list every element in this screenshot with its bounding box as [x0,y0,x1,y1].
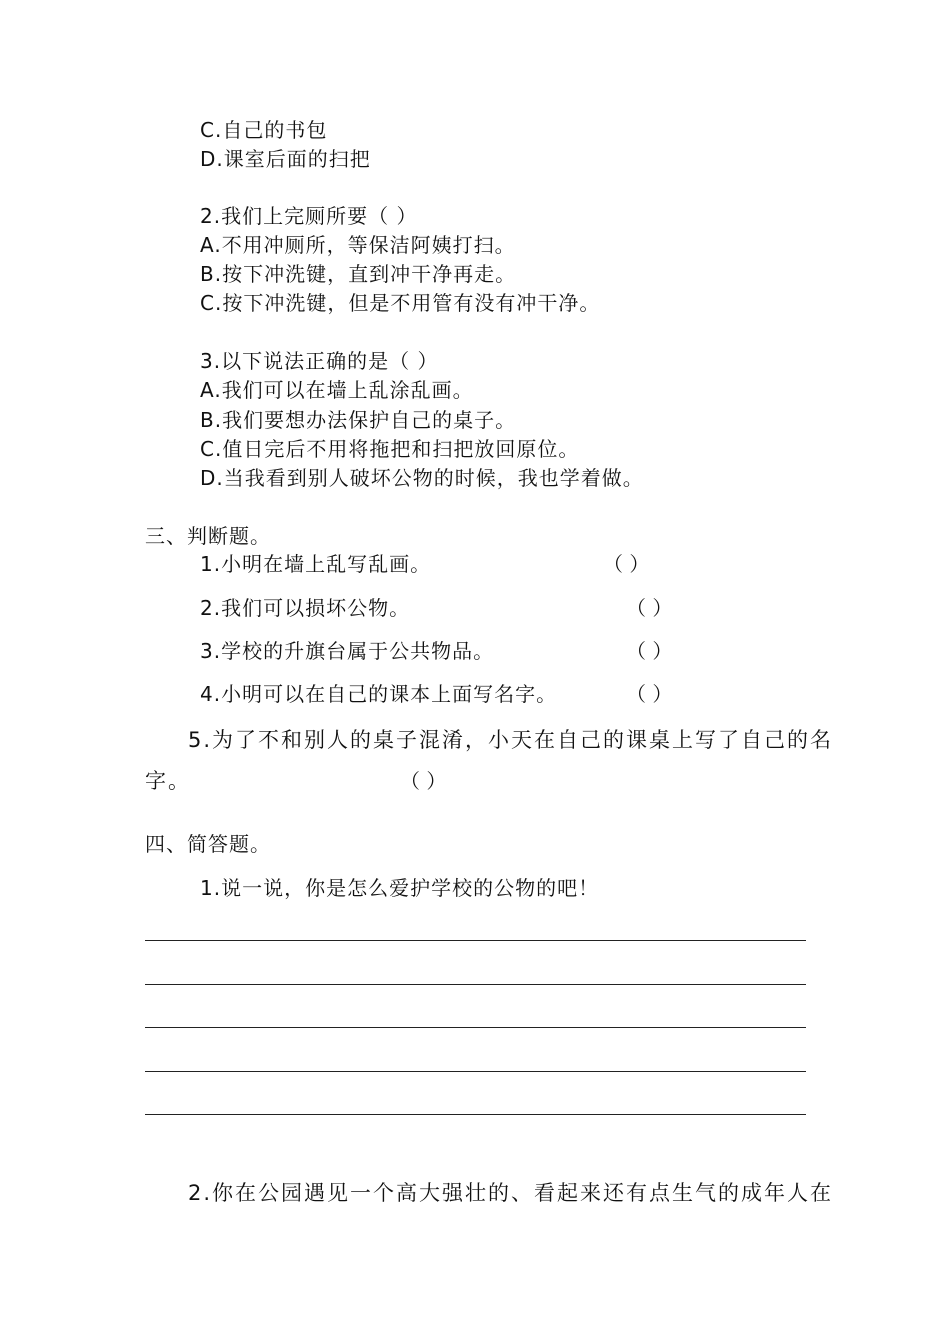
q2-option-b: B.按下冲洗键，直到冲干净再走。 [200,262,517,286]
tf-item-2-answer-blank[interactable]: （ ） [626,596,673,620]
answer-line-4[interactable] [145,1071,806,1072]
sa-question-1: 1.说一说，你是怎么爱护学校的公物的吧！ [200,876,600,900]
q1-option-c: C.自己的书包 [200,118,328,142]
section-3-title: 三、判断题。 [145,524,271,548]
tf-item-2-text: 2.我们可以损坏公物。 [200,596,411,620]
answer-line-1[interactable] [145,940,806,941]
q2-option-c: C.按下冲洗键，但是不用管有没有冲干净。 [200,291,601,315]
tf-item-5-text-line1: 5.为了不和别人的桌子混淆，小天在自己的课桌上写了自己的名 [188,728,834,752]
q2-stem: 2.我们上完厕所要（ ） [200,204,418,228]
answer-line-5[interactable] [145,1114,806,1115]
tf-item-1-answer-blank[interactable]: （ ） [603,552,650,576]
q3-option-d: D.当我看到别人破坏公物的时候，我也学着做。 [200,466,644,490]
q3-option-b: B.我们要想办法保护自己的桌子。 [200,408,517,432]
q1-option-d: D.课室后面的扫把 [200,147,371,171]
q3-option-a: A.我们可以在墙上乱涂乱画。 [200,378,474,402]
q3-stem: 3.以下说法正确的是（ ） [200,349,439,373]
q3-option-c: C.值日完后不用将拖把和扫把放回原位。 [200,437,580,461]
sa-question-2: 2.你在公园遇见一个高大强壮的、看起来还有点生气的成年人在 [188,1181,834,1205]
tf-item-5-text-line2: 字。 [145,769,191,793]
tf-item-4-answer-blank[interactable]: （ ） [626,682,673,706]
tf-item-5-answer-blank[interactable]: （ ） [400,769,447,793]
answer-line-3[interactable] [145,1027,806,1028]
tf-item-1-text: 1.小明在墙上乱写乱画。 [200,552,432,576]
q2-option-a: A.不用冲厕所，等保洁阿姨打扫。 [200,233,516,257]
tf-item-3-text: 3.学校的升旗台属于公共物品。 [200,639,495,663]
tf-item-4-text: 4.小明可以在自己的课本上面写名字。 [200,682,558,706]
tf-item-3-answer-blank[interactable]: （ ） [626,639,673,663]
answer-line-2[interactable] [145,984,806,985]
section-4-title: 四、简答题。 [145,832,271,856]
